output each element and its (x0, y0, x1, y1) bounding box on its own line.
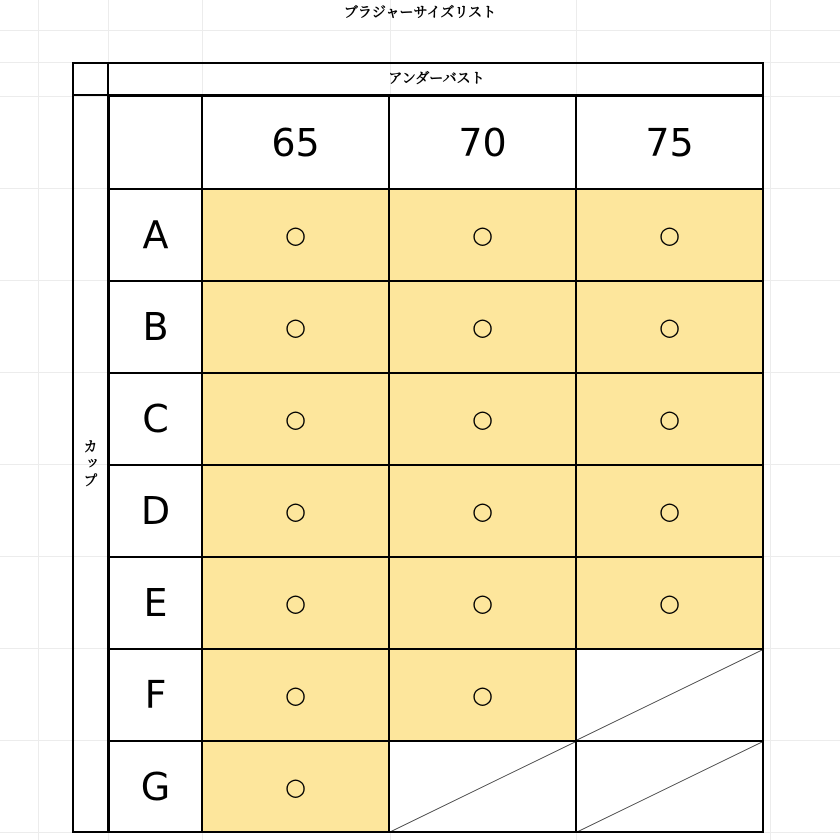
diagonal-strike (577, 650, 762, 740)
available-cell (389, 649, 576, 741)
available-cell (576, 465, 763, 557)
available-cell (202, 465, 389, 557)
available-mark: ○ (472, 405, 493, 433)
available-mark: ○ (285, 313, 306, 341)
available-mark: ○ (659, 405, 680, 433)
available-cell (389, 281, 576, 373)
underbust-size-70: 70 (389, 96, 576, 189)
cup-size-D: D (109, 465, 202, 557)
underbust-size-65: 65 (202, 96, 389, 189)
underbust-header: アンダーバスト (109, 62, 764, 96)
available-mark: ○ (472, 221, 493, 249)
available-cell (202, 373, 389, 465)
header-empty-cell (109, 96, 202, 189)
available-cell (576, 557, 763, 649)
cup-size-C: C (109, 373, 202, 465)
available-cell (389, 373, 576, 465)
cup-size-E: E (109, 557, 202, 649)
available-cell (389, 557, 576, 649)
available-cell (202, 281, 389, 373)
corner-cell (72, 62, 109, 96)
page-title: ブラジャーサイズリスト (343, 5, 497, 21)
available-mark: ○ (285, 681, 306, 709)
available-mark: ○ (472, 497, 493, 525)
cup-label: カップ (81, 439, 98, 490)
available-mark: ○ (659, 589, 680, 617)
available-cell (202, 741, 389, 833)
available-mark: ○ (285, 221, 306, 249)
underbust-size-75: 75 (576, 96, 763, 189)
available-cell (576, 281, 763, 373)
available-mark: ○ (659, 221, 680, 249)
unavailable-cell (576, 741, 763, 833)
available-cell (202, 189, 389, 281)
available-mark: ○ (472, 313, 493, 341)
diagonal-strike (577, 742, 762, 832)
available-mark: ○ (472, 589, 493, 617)
available-cell (576, 189, 763, 281)
available-cell (389, 465, 576, 557)
available-cell (202, 649, 389, 741)
cup-size-F: F (109, 649, 202, 741)
cup-size-G: G (109, 741, 202, 833)
size-table (72, 62, 764, 833)
available-mark: ○ (285, 589, 306, 617)
available-cell (576, 373, 763, 465)
available-mark: ○ (285, 497, 306, 525)
cup-size-A: A (109, 189, 202, 281)
available-cell (389, 189, 576, 281)
available-mark: ○ (472, 681, 493, 709)
available-mark: ○ (659, 313, 680, 341)
available-mark: ○ (285, 773, 306, 801)
cup-label-column (72, 96, 109, 833)
unavailable-cell (576, 649, 763, 741)
cup-size-B: B (109, 281, 202, 373)
available-cell (202, 557, 389, 649)
available-mark: ○ (659, 497, 680, 525)
unavailable-cell (389, 741, 576, 833)
available-mark: ○ (285, 405, 306, 433)
diagonal-strike (390, 742, 575, 832)
